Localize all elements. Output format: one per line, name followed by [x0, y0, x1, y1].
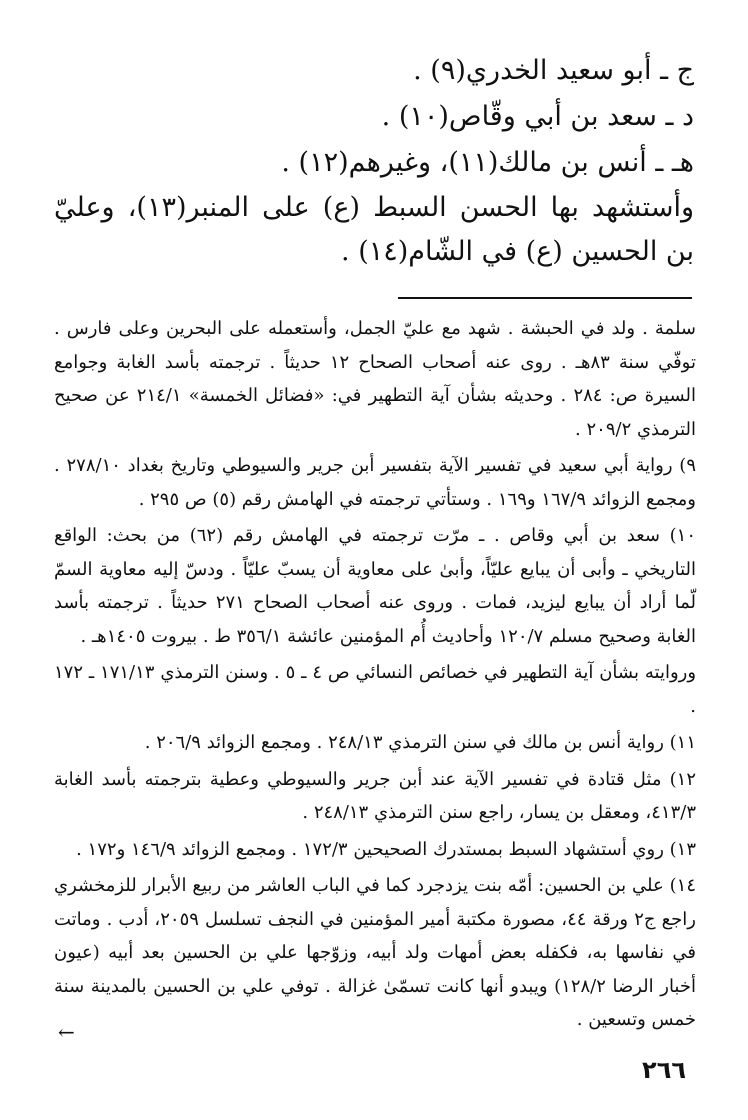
footnote-9: ٩) رواية أبي سعيد في تفسير الآية بتفسير أبن جرير والسيوطي وتاريخ بغداد ٢٧٨/١٠ . ومجمع الزوائد ١٦٧/٩ و١٦٩ . وستأتي ترجمته في الهامش رقم (٥) ص ٢٩٥ . — [54, 455, 696, 510]
main-text — [54, 48, 694, 274]
footnote-13: ١٣) روي أستشهاد السبط بمستدرك الصحيحين ١٧٢/٣ . ومجمع الزوائد ١٤٦/٩ و١٧٢ . — [76, 838, 696, 860]
footnote-14: ١٤) علي بن الحسين: أمّه بنت يزدجرد كما في الباب العاشر من ربيع الأبرار للزمخشري راجع ج٢ ورقة ٤٤، مصورة مكتبة أمير المؤمنين في النجف تسلسل ٢٠٥٩، أدب . وماتت في نفاسها به، فكفله بعض أمهات ولد أبيه، وزوّجها علي بن الحسين بعد أبيه (عيون أخبار الرضا ١٢٨/٢) ويبدو أنها كانت تسمّىٰ غزالة . توفي علي بن الحسين بالمدينة سنة خمس وتسعين . — [54, 875, 696, 1030]
list-item-abu-said: ج ـ أبو سعيد الخدري(٩) . — [413, 55, 694, 86]
footnote-10-cont: وروايته بشأن آية التطهير في خصائص النسائي ص ٤ ـ ٥ . وسنن الترمذي ١٧١/١٣ ـ ١٧٢ . — [54, 662, 697, 717]
list-item-saad: د ـ سعد بن أبي وقّاص(١٠) . — [381, 101, 694, 132]
footnote-10: ١٠) سعد بن أبي وقاص . ـ مرّت ترجمته في الهامش رقم (٦٢) من بحث: الواقع التاريخي ـ وأبى أن يبايع عليّاً، وأبىٰ على معاوية أن يسبّ عليّاً . ودسّ إليه معاوية السمّ لّما أراد أن يبايع ليزيد، فمات . وروى عنه أصحاب الصحاح ٢٧١ حديثاً . ترجمته بأسد الغابة وصحيح مسلم ١٢٠/٧ وأحاديث أُم المؤمنين عائشة ٣٥٦/١ ط . بيروت ١٤٠٥هـ . — [54, 525, 697, 647]
main-paragraph: وأستشهد بها الحسن السبط (ع) على المنبر(١٣)، وعليّ بن الحسين (ع) في الشّام(١٤) . — [54, 192, 694, 267]
footnote-12: ١٢) مثل قتادة في تفسير الآية عند أبن جرير والسيوطي وعطية بترجمته بأسد الغابة ٤١٣/٣، ومعقل بن يسار، راجع سنن الترمذي ٢٤٨/١٣ . — [54, 768, 696, 823]
footnote-continuation: سلمة . ولد في الحبشة . شهد مع عليّ الجمل، وأستعمله على البحرين وعلى فارس . توفّي سنة ٨٣هـ . روى عنه أصحاب الصحاح ١٢ حديثاً . ترجمته بأسد الغابة وجوامع السيرة ص: ٢٨٤ . وحديثه بشأن آية التطهير في: «فضائل الخمسة» ٢١٤/١ عن صحيح الترمذي ٢٠٩/٢ . — [54, 318, 697, 440]
page-number: ٢٦٦ — [642, 1056, 686, 1084]
footnote-divider — [398, 297, 692, 299]
footnotes — [54, 312, 696, 1037]
footnote-11: ١١) رواية أنس بن مالك في سنن الترمذي ٢٤٨/١٣ . ومجمع الزوائد ٢٠٦/٩ . — [144, 732, 696, 753]
list-item-anas: هـ ـ أنس بن مالك(١١)، وغيرهم(١٢) . — [281, 147, 694, 178]
continuation-arrow-icon: ← — [58, 1020, 75, 1044]
